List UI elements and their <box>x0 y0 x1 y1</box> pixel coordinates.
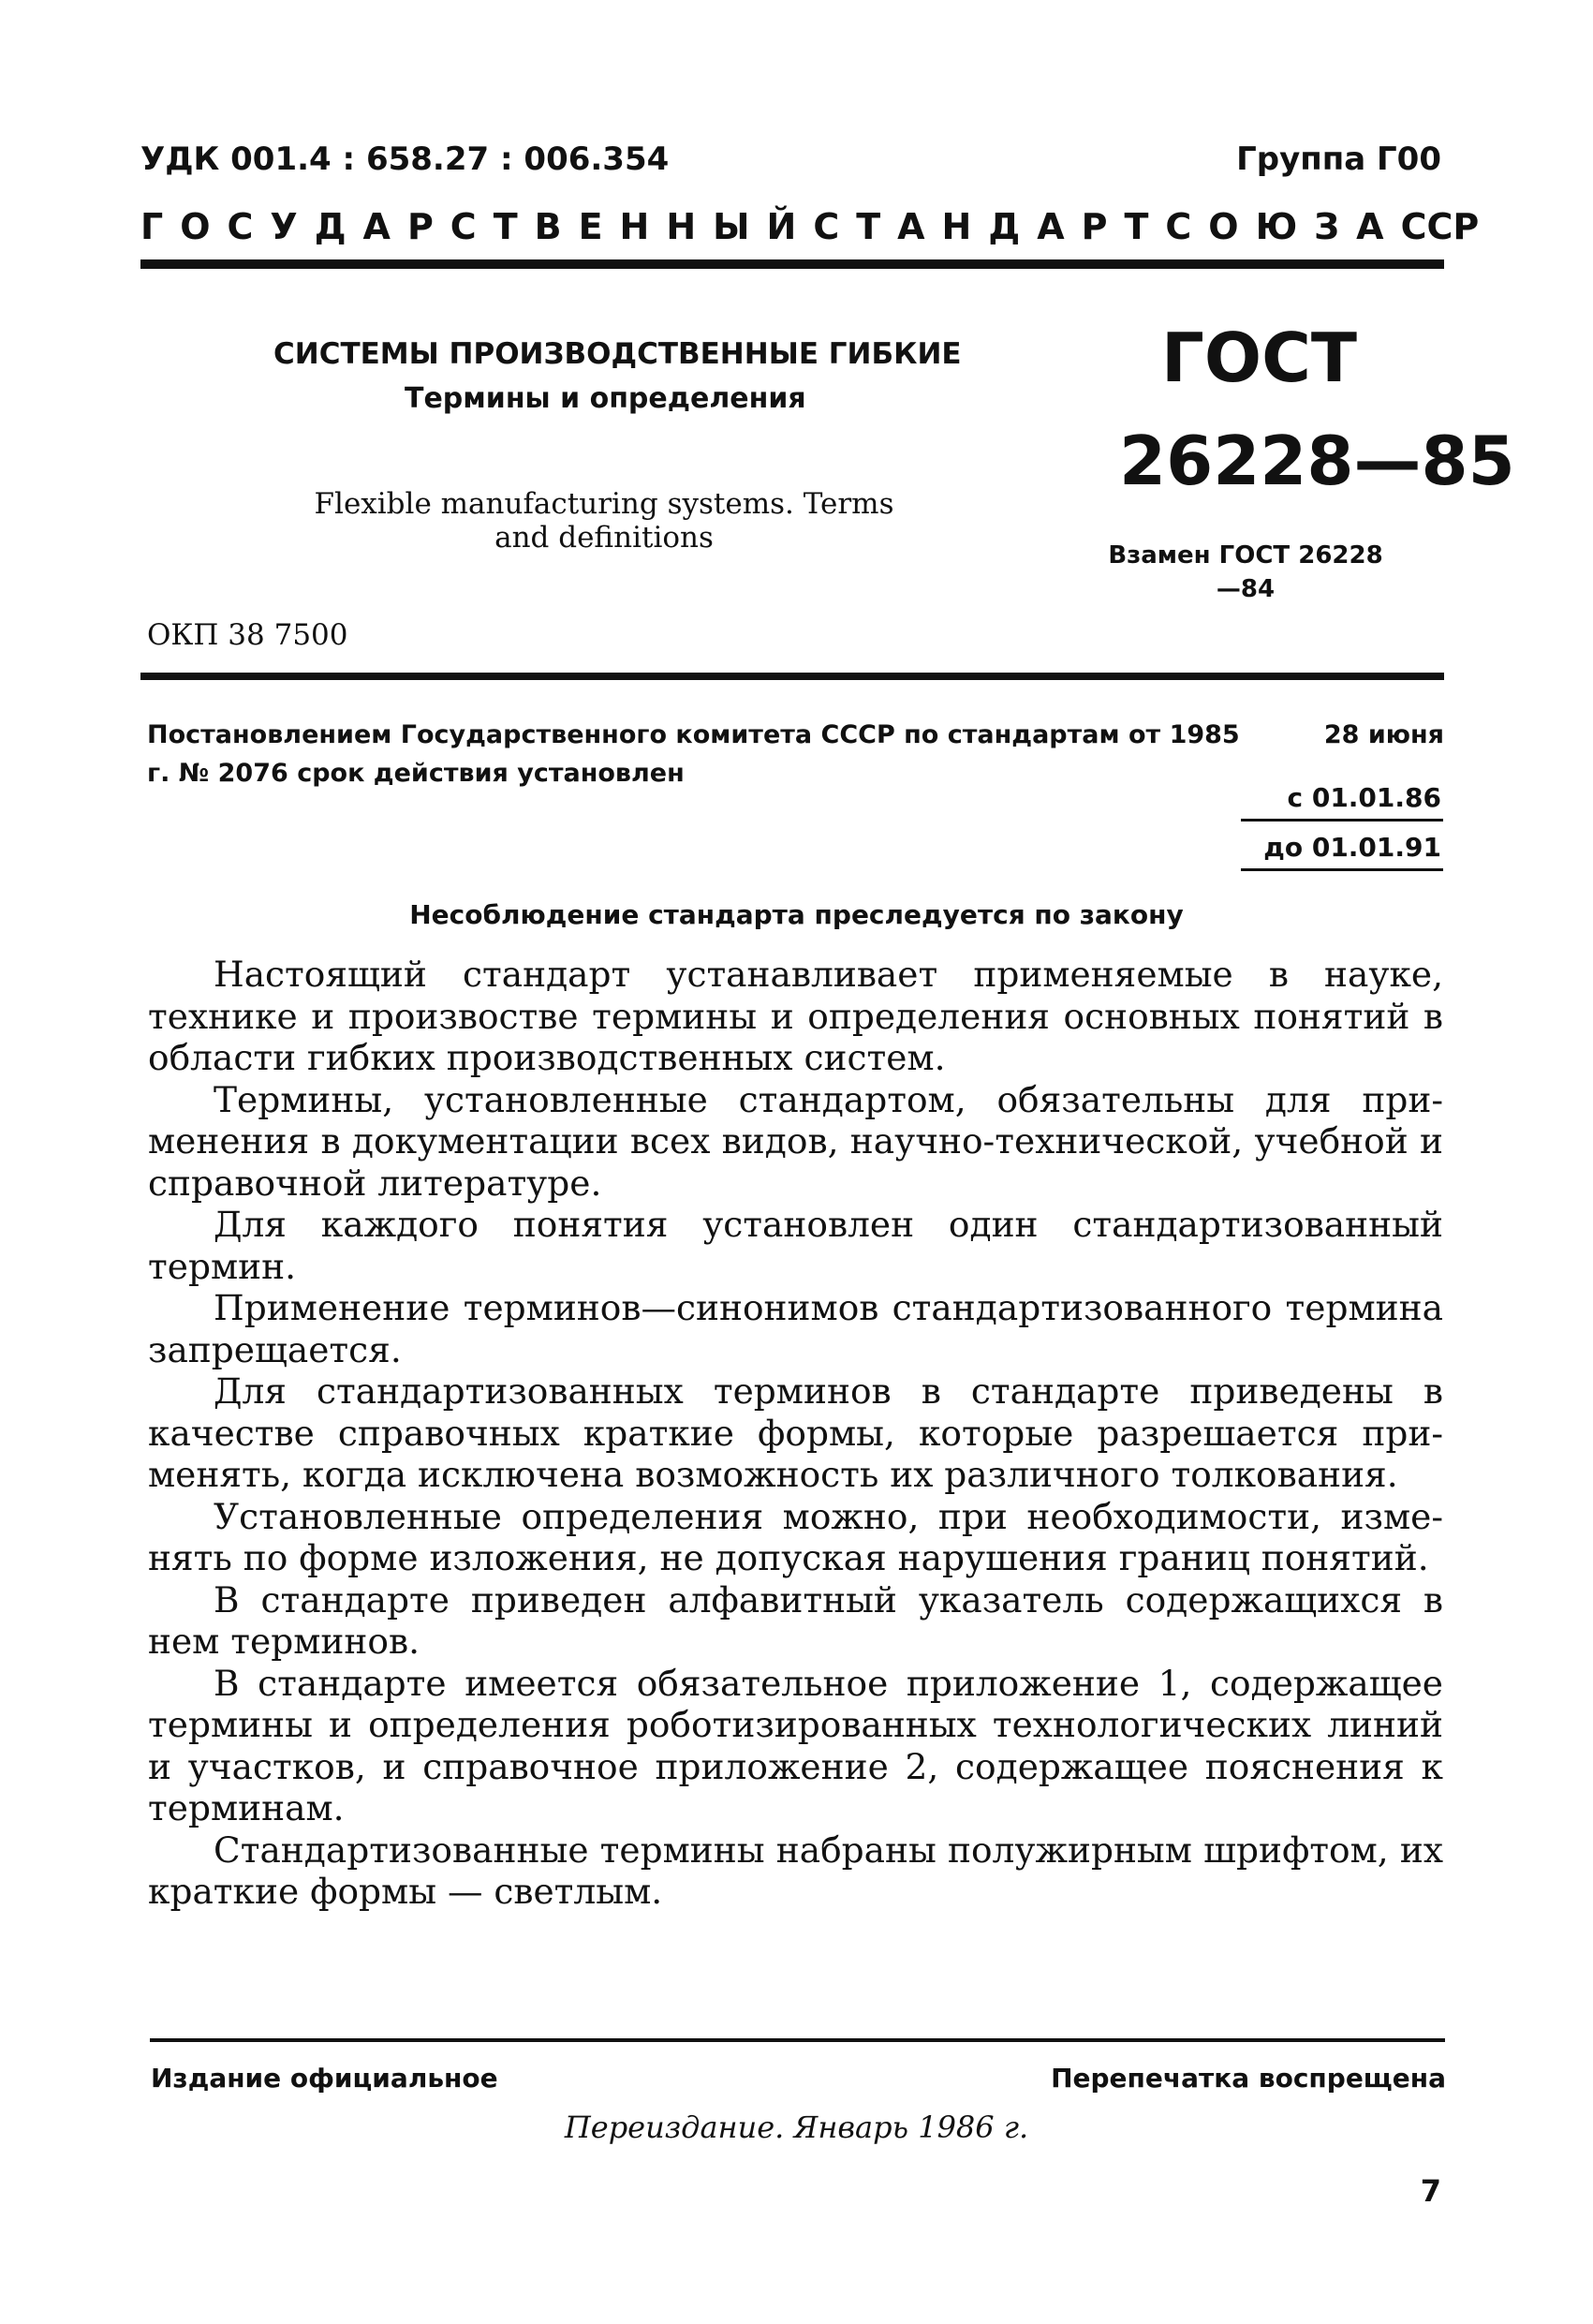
body-text <box>148 954 1443 1913</box>
paragraph: Настоящий стандарт устанавливает применяемые в науке, технике и произвостве термины и определения основных понятий в области гибких производственных систем. <box>148 954 1443 1078</box>
paragraph: Применение терминов—синонимов стандартизованного термина запрещается. <box>148 1287 1443 1370</box>
paragraph: Термины, установленные стандартом, обязательны для применения в документации всех видов, научно-технической, учебной и справочной литературе. <box>148 1078 1443 1204</box>
state-word: ССР <box>1400 206 1480 247</box>
title-rule <box>140 673 1444 680</box>
decree-text <box>147 716 1444 792</box>
paragraph: Для каждого понятия установлен один стандартизованный термин. <box>148 1204 1443 1287</box>
title-main: СИСТЕМЫ ПРОИЗВОДСТВЕННЫЕ ГИБКИЕ <box>273 337 962 371</box>
valid-to: до 01.01.91 <box>1263 832 1441 863</box>
decree-body: Постановлением Государственного комитета СССР по стандартам от 1985 г. № 2076 срок действия установлен <box>147 720 1240 788</box>
paragraph: В стандарте приведен алфавитный указатель содержащихся в нем терминов. <box>148 1578 1443 1662</box>
valid-from: с 01.01.86 <box>1287 782 1441 813</box>
paragraph: Установленные определения можно, при необходимости, изменять по форме изложения, не допуская нарушения границ понятий. <box>148 1495 1443 1578</box>
footer-rule <box>150 2038 1445 2042</box>
paragraph: Для стандартизованных терминов в стандарте приведены в качестве справочных краткие формы, которые разрешается применять, когда исключена возможность их различного толкования. <box>148 1370 1443 1495</box>
state-word: СТАНДАРТ <box>813 206 1166 247</box>
state-standard-heading <box>140 206 1480 247</box>
header-rule <box>140 259 1444 269</box>
decree-date: 28 июня <box>1323 720 1444 749</box>
gost-number: 26228—85 <box>1119 422 1515 500</box>
paragraph: В стандарте имеется обязательное приложение 1, содержащее термины и определения роботизированных технологических линий и участков, и справочное приложение 2, содержащее пояснения к терминам. <box>148 1662 1443 1828</box>
title-english: Flexible manufacturing systems. Terms and definitions <box>314 487 894 555</box>
okp-code: ОКП 38 7500 <box>147 618 348 652</box>
gost-label: ГОСТ <box>1161 318 1358 397</box>
date-rule <box>1241 868 1443 871</box>
page-number: 7 <box>1420 2173 1441 2209</box>
udc-code: УДК 001.4 : 658.27 : 006.354 <box>140 141 670 178</box>
reprint-prohibited: Перепечатка воспрещена <box>1051 2063 1446 2094</box>
official-edition: Издание официальное <box>151 2063 498 2094</box>
reissue-note: Переиздание. Январь 1986 г. <box>564 2109 1029 2145</box>
date-rule <box>1241 819 1443 822</box>
legal-notice: Несоблюдение стандарта преследуется по закону <box>409 899 1184 930</box>
state-word: СОЮЗА <box>1165 206 1401 247</box>
title-sub: Термины и определения <box>405 382 806 415</box>
state-word: ГОСУДАРСТВЕННЫЙ <box>140 206 814 247</box>
paragraph: Стандартизованные термины набраны полужирным шрифтом, их краткие формы — светлым. <box>148 1828 1443 1912</box>
replaces-note: Взамен ГОСТ 26228—84 <box>1108 541 1383 603</box>
group-code: Группа Г00 <box>1236 141 1441 178</box>
